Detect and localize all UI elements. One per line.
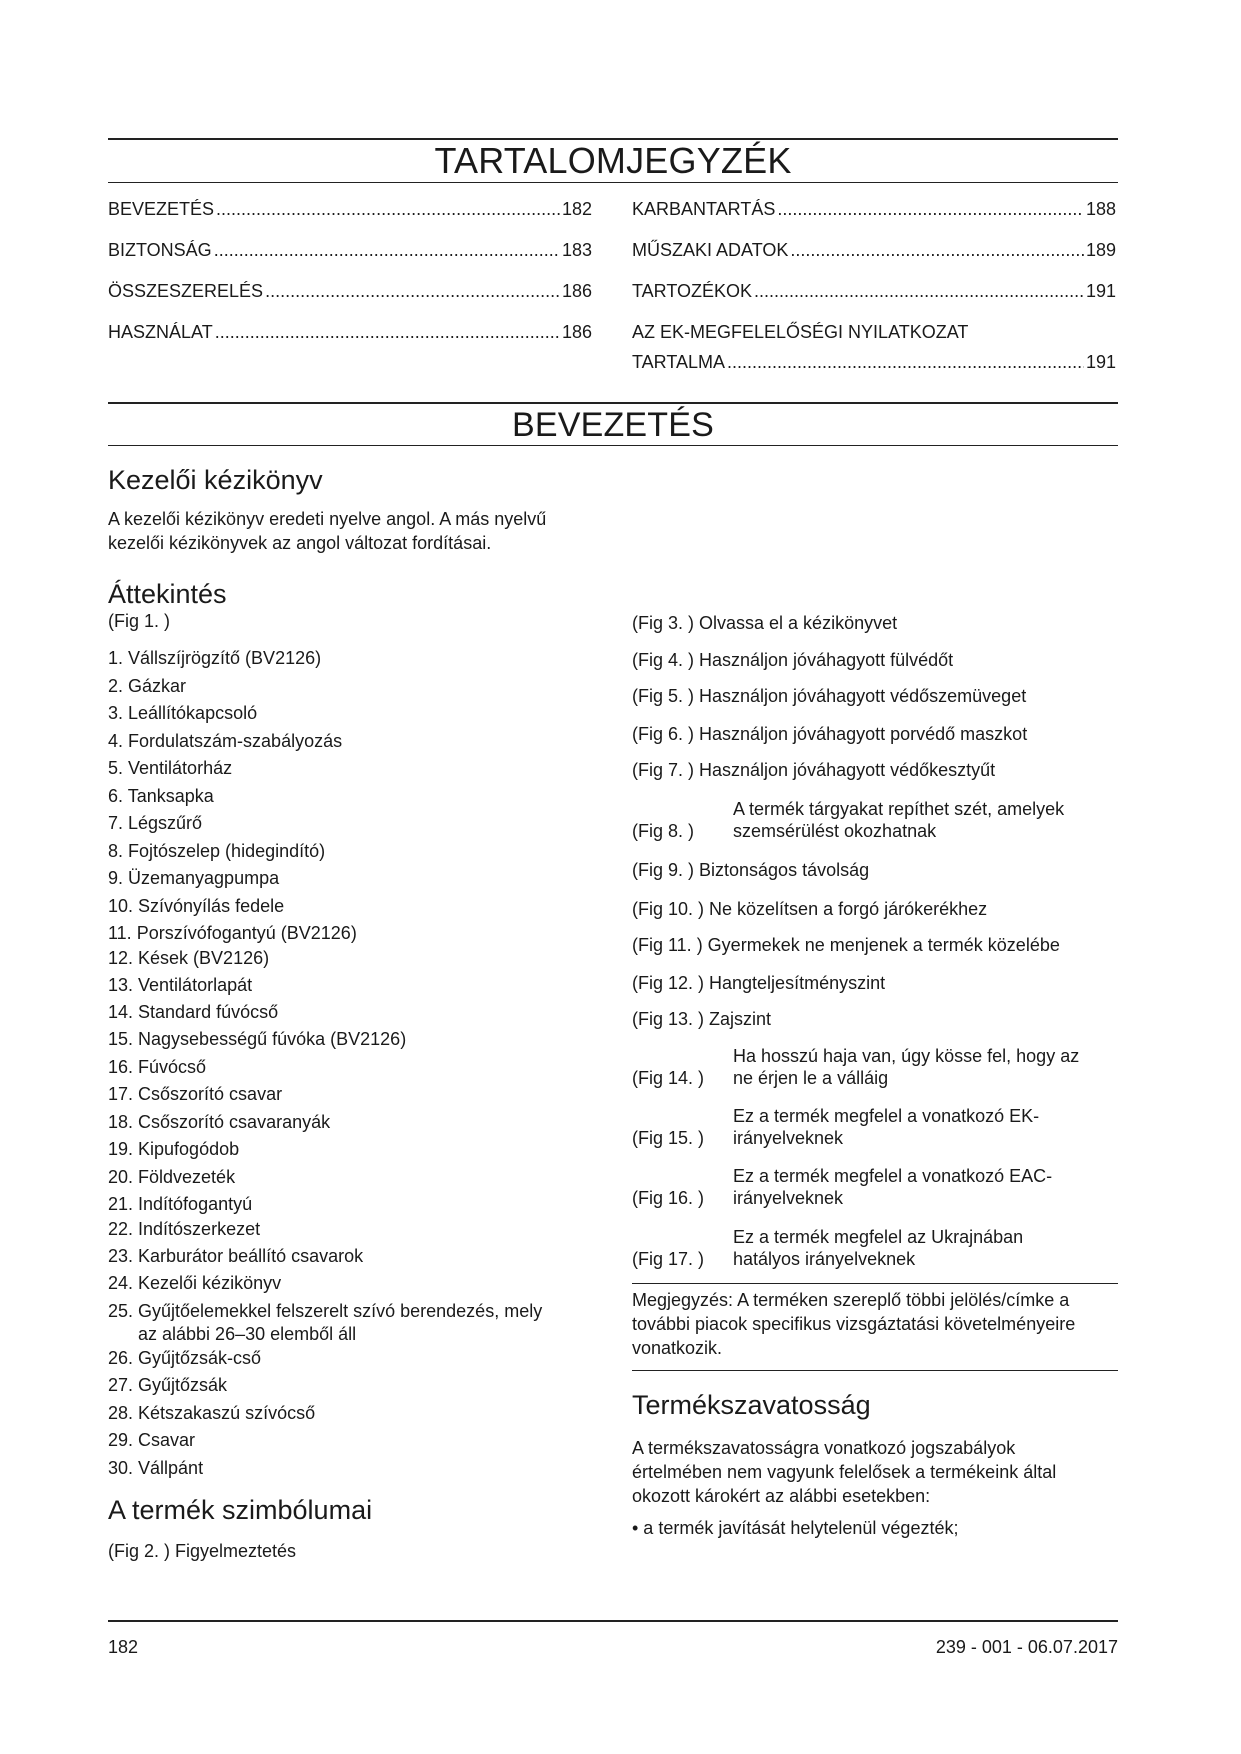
toc-entry-label: HASZNÁLAT (108, 322, 213, 342)
note-top-rule (632, 1283, 1118, 1284)
list-item: 2. Gázkar (108, 675, 187, 696)
list-item: 7. Légszűrő (108, 813, 203, 833)
symbol-desc-line: Ez a termék megfelel a vonatkozó EAC- (733, 1166, 1053, 1186)
list-item: 21. Indítófogantyú (108, 1194, 253, 1214)
note-box (632, 1288, 1112, 1360)
symbol-desc (733, 1226, 1023, 1270)
list-item: 11. Porszívófogantyú (BV2126) (108, 923, 357, 943)
symbol-fig-5: (Fig 5. ) Használjon jóváhagyott védőszemüveget (632, 686, 1027, 706)
symbols-heading: A termék szimbólumai (108, 1495, 373, 1525)
symbol-fig-6: (Fig 6. ) Használjon jóváhagyott porvédő maszkot (632, 724, 1028, 744)
list-item-continuation: az alábbi 26–30 elemből áll (138, 1324, 357, 1344)
symbol-fig-2: (Fig 2. ) Figyelmeztetés (108, 1541, 297, 1561)
list-item: 14. Standard fúvócső (108, 1002, 279, 1022)
toc-entry-muszaki-adatok[interactable] (632, 239, 1116, 261)
toc-entry-label: KARBANTARTÁS (632, 199, 776, 219)
symbol-fig-ref: (Fig 16. ) (632, 1188, 705, 1208)
toc-title: TARTALOMJEGYZÉK (434, 140, 792, 181)
note-line (632, 1288, 1112, 1312)
toc-entry-label: TARTOZÉKOK (632, 281, 753, 301)
toc-entry-page: 182 (561, 199, 592, 219)
liability-text (632, 1436, 1118, 1508)
intro-top-rule (108, 402, 1118, 404)
symbol-desc-line: A termék tárgyakat repíthet szét, amelyek (733, 799, 1065, 819)
symbol-desc-line: Ha hosszú haja van, úgy kösse fel, hogy az (733, 1046, 1080, 1066)
symbol-desc (733, 1045, 1079, 1089)
liability-text-line: A termékszavatosságra vonatkozó jogszabályok (632, 1438, 1016, 1458)
toc-entry-page: 186 (561, 281, 592, 301)
toc-entry-label: MŰSZAKI ADATOK (632, 240, 789, 260)
symbol-desc (733, 1105, 1039, 1149)
symbol-fig-ref: (Fig 17. ) (632, 1249, 705, 1269)
note-text: A terméken szereplő többi jelölés/címke a (737, 1290, 1070, 1310)
list-item: 9. Üzemanyagpumpa (108, 868, 280, 888)
toc-entry-page: 188 (1085, 199, 1116, 219)
toc-entry-label: TARTALMA (632, 352, 726, 372)
symbol-desc-line: hatályos irányelveknek (733, 1249, 916, 1269)
symbol-fig-3: (Fig 3. ) Olvassa el a kézikönyvet (632, 613, 898, 633)
note-label: Megjegyzés: (632, 1290, 734, 1310)
document-code: 239 - 001 - 06.07.2017 (935, 1637, 1118, 1657)
symbol-fig-11: (Fig 11. ) Gyermekek ne menjenek a termék közelébe (632, 935, 1060, 955)
list-item: 22. Indítószerkezet (108, 1219, 261, 1239)
toc-entry-hasznalat[interactable] (108, 321, 592, 343)
toc-entry-bevezetes[interactable] (108, 198, 592, 220)
symbol-desc-line: Ez a termék megfelel az Ukrajnában (733, 1227, 1024, 1247)
toc-entry-label: ÖSSZESZERELÉS (108, 281, 264, 301)
list-item: 27. Gyűjtőzsák (108, 1375, 228, 1395)
toc-bottom-rule (108, 182, 1118, 183)
list-item: 19. Kipufogódob (108, 1139, 240, 1159)
toc-entry-karbantartas[interactable] (632, 198, 1116, 220)
list-item: 28. Kétszakaszú szívócső (108, 1402, 316, 1423)
manual-heading: Kezelői kézikönyv (108, 465, 323, 495)
toc-entry-page: 191 (1085, 352, 1116, 372)
note-line: vonatkozik. (632, 1338, 723, 1358)
toc-entry-page: 186 (561, 322, 592, 342)
list-item-text: 25. Gyűjtőelemekkel felszerelt szívó berendezés, mely (108, 1301, 543, 1321)
symbol-desc-line: Ez a termék megfelel a vonatkozó EK- (733, 1106, 1040, 1126)
toc-entry-label: BEVEZETÉS (108, 199, 215, 219)
note-bottom-rule (632, 1370, 1118, 1371)
list-item: 29. Csavar (108, 1430, 196, 1450)
footer-rule (108, 1620, 1118, 1622)
symbol-fig-7: (Fig 7. ) Használjon jóváhagyott védőkesztyűt (632, 760, 996, 780)
toc-entry-osszeszereles[interactable] (108, 280, 592, 302)
symbol-fig-ref: (Fig 15. ) (632, 1128, 705, 1148)
symbol-desc (733, 1165, 1052, 1209)
list-item: 3. Leállítókapcsoló (108, 703, 258, 723)
intro-title: BEVEZETÉS (511, 406, 715, 444)
symbol-fig-9: (Fig 9. ) Biztonságos távolság (632, 860, 870, 880)
toc-entry-page: 191 (1085, 281, 1116, 301)
list-item: 18. Csőszorító csavaranyák (108, 1111, 331, 1132)
list-item: 16. Fúvócső (108, 1056, 207, 1077)
list-item: 26. Gyűjtőzsák-cső (108, 1348, 262, 1368)
symbol-desc-line: irányelveknek (733, 1128, 844, 1148)
symbol-desc-line: ne érjen le a válláig (733, 1068, 889, 1088)
list-item: 12. Kések (BV2126) (108, 948, 270, 968)
liability-text-line: okozott károkért az alábbi esetekben: (632, 1486, 931, 1506)
overview-heading: Áttekintés (108, 579, 227, 609)
symbol-fig-ref: (Fig 14. ) (632, 1068, 705, 1088)
symbol-fig-10: (Fig 10. ) Ne közelítsen a forgó járókerékhez (632, 899, 988, 919)
list-item: 5. Ventilátorház (108, 758, 233, 778)
intro-bottom-rule (108, 445, 1118, 446)
list-item: 10. Szívónyílás fedele (108, 895, 285, 916)
toc-entry-page: 189 (1085, 240, 1116, 260)
manual-text-line: A kezelői kézikönyv eredeti nyelve angol. A más nyelvű (108, 509, 547, 529)
manual-text (108, 507, 608, 555)
symbol-desc (733, 798, 1064, 842)
list-item: 13. Ventilátorlapát (108, 975, 253, 995)
list-item: 8. Fojtószelep (hidegindító) (108, 840, 326, 861)
list-item: 1. Vállszíjrögzítő (BV2126) (108, 648, 322, 668)
toc-entry-biztonsag[interactable] (108, 239, 592, 261)
list-item: 24. Kezelői kézikönyv (108, 1273, 282, 1293)
list-item: 4. Fordulatszám-szabályozás (108, 730, 343, 751)
toc-entry-tartozekok[interactable] (632, 280, 1116, 302)
toc-entry-ek-nyilatkozat[interactable] (632, 351, 1116, 373)
toc-entry-label: BIZTONSÁG (108, 240, 212, 260)
list-item: 6. Tanksapka (108, 785, 214, 806)
manual-text-line: kezelői kézikönyvek az angol változat fordításai. (108, 533, 492, 553)
list-item: 20. Földvezeték (108, 1166, 236, 1187)
liability-bullet: • a termék javítását helytelenül végezték; (632, 1518, 959, 1538)
overview-fig-ref: (Fig 1. ) (108, 611, 171, 631)
list-item: 23. Karburátor beállító csavarok (108, 1246, 364, 1266)
list-item: 17. Csőszorító csavar (108, 1084, 283, 1104)
symbol-desc-line: irányelveknek (733, 1188, 844, 1208)
symbol-fig-12: (Fig 12. ) Hangteljesítményszint (632, 973, 886, 993)
symbol-fig-4: (Fig 4. ) Használjon jóváhagyott fülvédőt (632, 650, 954, 670)
liability-heading: Termékszavatosság (632, 1390, 871, 1420)
note-line: további piacok specifikus vizsgáztatási követelményeire (632, 1314, 1076, 1334)
symbol-fig-ref: (Fig 8. ) (632, 821, 695, 841)
liability-text-line: értelmében nem vagyunk felelősek a termékeink által (632, 1462, 1057, 1482)
page-number: 182 (108, 1637, 139, 1657)
symbol-desc-line: szemsérülést okozhatnak (733, 821, 937, 841)
toc-entry-page: 183 (561, 240, 592, 260)
toc-entry-label-line1[interactable]: AZ EK-MEGFELELŐSÉGI NYILATKOZAT (632, 322, 969, 342)
list-item: 30. Vállpánt (108, 1457, 204, 1478)
list-item: 15. Nagysebességű fúvóka (BV2126) (108, 1029, 407, 1049)
list-item-25 (108, 1300, 543, 1344)
symbol-fig-13: (Fig 13. ) Zajszint (632, 1009, 772, 1029)
